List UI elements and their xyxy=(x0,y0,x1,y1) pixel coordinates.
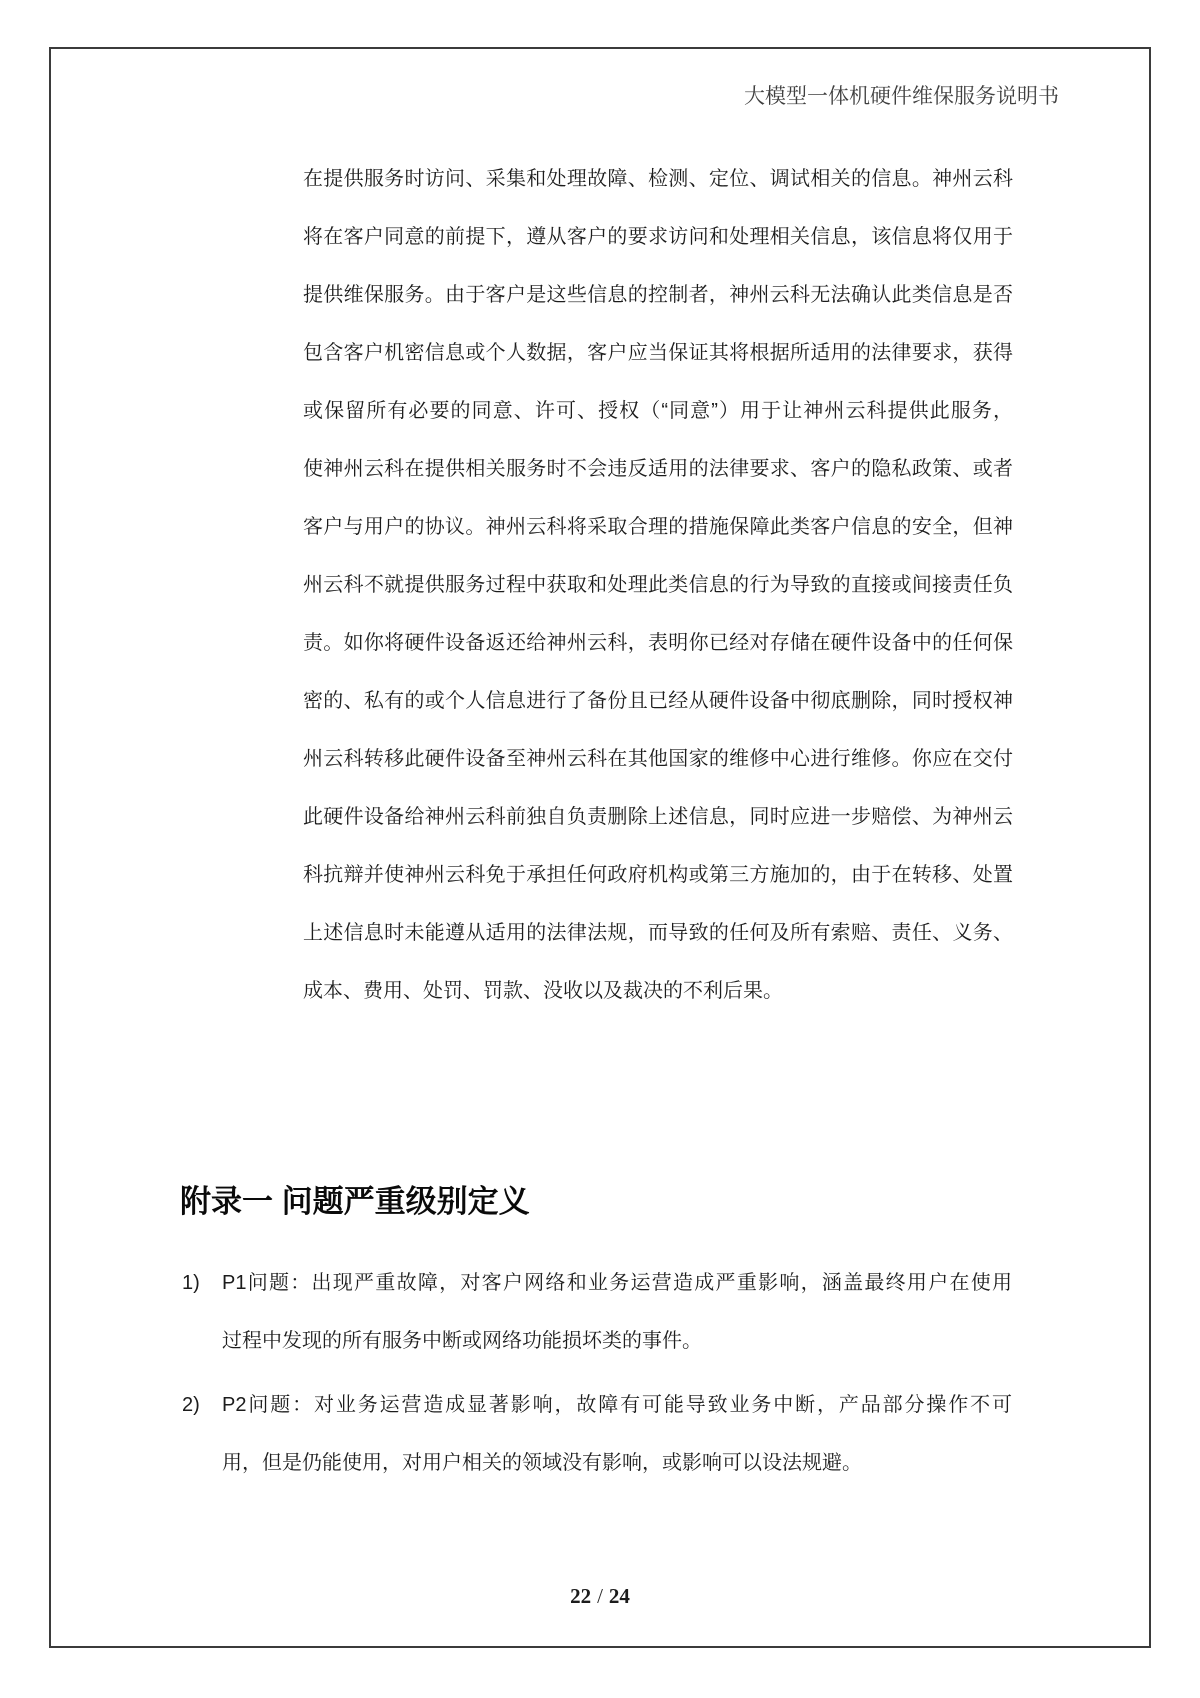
paragraph-line: 使神州云科在提供相关服务时不会违反适用的法律要求、客户的隐私政策、或者 xyxy=(303,458,1013,480)
paragraph-line: 将在客户同意的前提下，遵从客户的要求访问和处理相关信息，该信息将仅用于 xyxy=(303,226,1013,248)
list-item-text xyxy=(222,1254,1012,1370)
list-item-line: P1问题：出现严重故障，对客户网络和业务运营造成严重影响，涵盖最终用户在使用 xyxy=(222,1272,1012,1294)
list-item-line: P2问题：对业务运营造成显著影响，故障有可能导致业务中断，产品部分操作不可 xyxy=(222,1394,1012,1416)
body-paragraph xyxy=(303,150,1013,1020)
appendix-heading: 附录一 问题严重级别定义 xyxy=(180,1184,530,1219)
list-item-marker: 1) xyxy=(182,1272,200,1294)
paragraph-line: 州云科转移此硬件设备至神州云科在其他国家的维修中心进行维修。你应在交付 xyxy=(303,748,1013,770)
paragraph-line: 或保留所有必要的同意、许可、授权（“同意”）用于让神州云科提供此服务， xyxy=(303,400,1013,422)
paragraph-line: 密的、私有的或个人信息进行了备份且已经从硬件设备中彻底删除，同时授权神 xyxy=(303,690,1013,712)
paragraph-line: 提供维保服务。由于客户是这些信息的控制者，神州云科无法确认此类信息是否 xyxy=(303,284,1013,306)
paragraph-line: 责。如你将硬件设备返还给神州云科，表明你已经对存储在硬件设备中的任何保 xyxy=(303,632,1013,654)
paragraph-line: 此硬件设备给神州云科前独自负责删除上述信息，同时应进一步赔偿、为神州云 xyxy=(303,806,1013,828)
list-item-text xyxy=(222,1376,1012,1492)
paragraph-line: 州云科不就提供服务过程中获取和处理此类信息的行为导致的直接或间接责任负 xyxy=(303,574,1013,596)
page-footer xyxy=(0,1582,1200,1610)
paragraph-line: 在提供服务时访问、采集和处理故障、检测、定位、调试相关的信息。神州云科 xyxy=(303,168,1013,190)
page-number-separator: / xyxy=(597,1584,603,1608)
list-item-marker: 2) xyxy=(182,1394,200,1416)
document-header-title: 大模型一体机硬件维保服务说明书 xyxy=(744,84,1059,108)
paragraph-line: 成本、费用、处罚、罚款、没收以及裁决的不利后果。 xyxy=(303,980,783,1002)
list-item-line: 过程中发现的所有服务中断或网络功能损坏类的事件。 xyxy=(222,1330,702,1352)
paragraph-line: 客户与用户的协议。神州云科将采取合理的措施保障此类客户信息的安全，但神 xyxy=(303,516,1013,538)
page-number-total: 24 xyxy=(608,1584,630,1608)
paragraph-line: 科抗辩并使神州云科免于承担任何政府机构或第三方施加的，由于在转移、处置 xyxy=(303,864,1013,886)
paragraph-line: 包含客户机密信息或个人数据，客户应当保证其将根据所适用的法律要求，获得 xyxy=(303,342,1013,364)
page-number-current: 22 xyxy=(570,1584,592,1608)
list-item-line: 用，但是仍能使用，对用户相关的领域没有影响，或影响可以设法规避。 xyxy=(222,1452,862,1474)
paragraph-line: 上述信息时未能遵从适用的法律法规，而导致的任何及所有索赔、责任、义务、 xyxy=(303,922,1013,944)
